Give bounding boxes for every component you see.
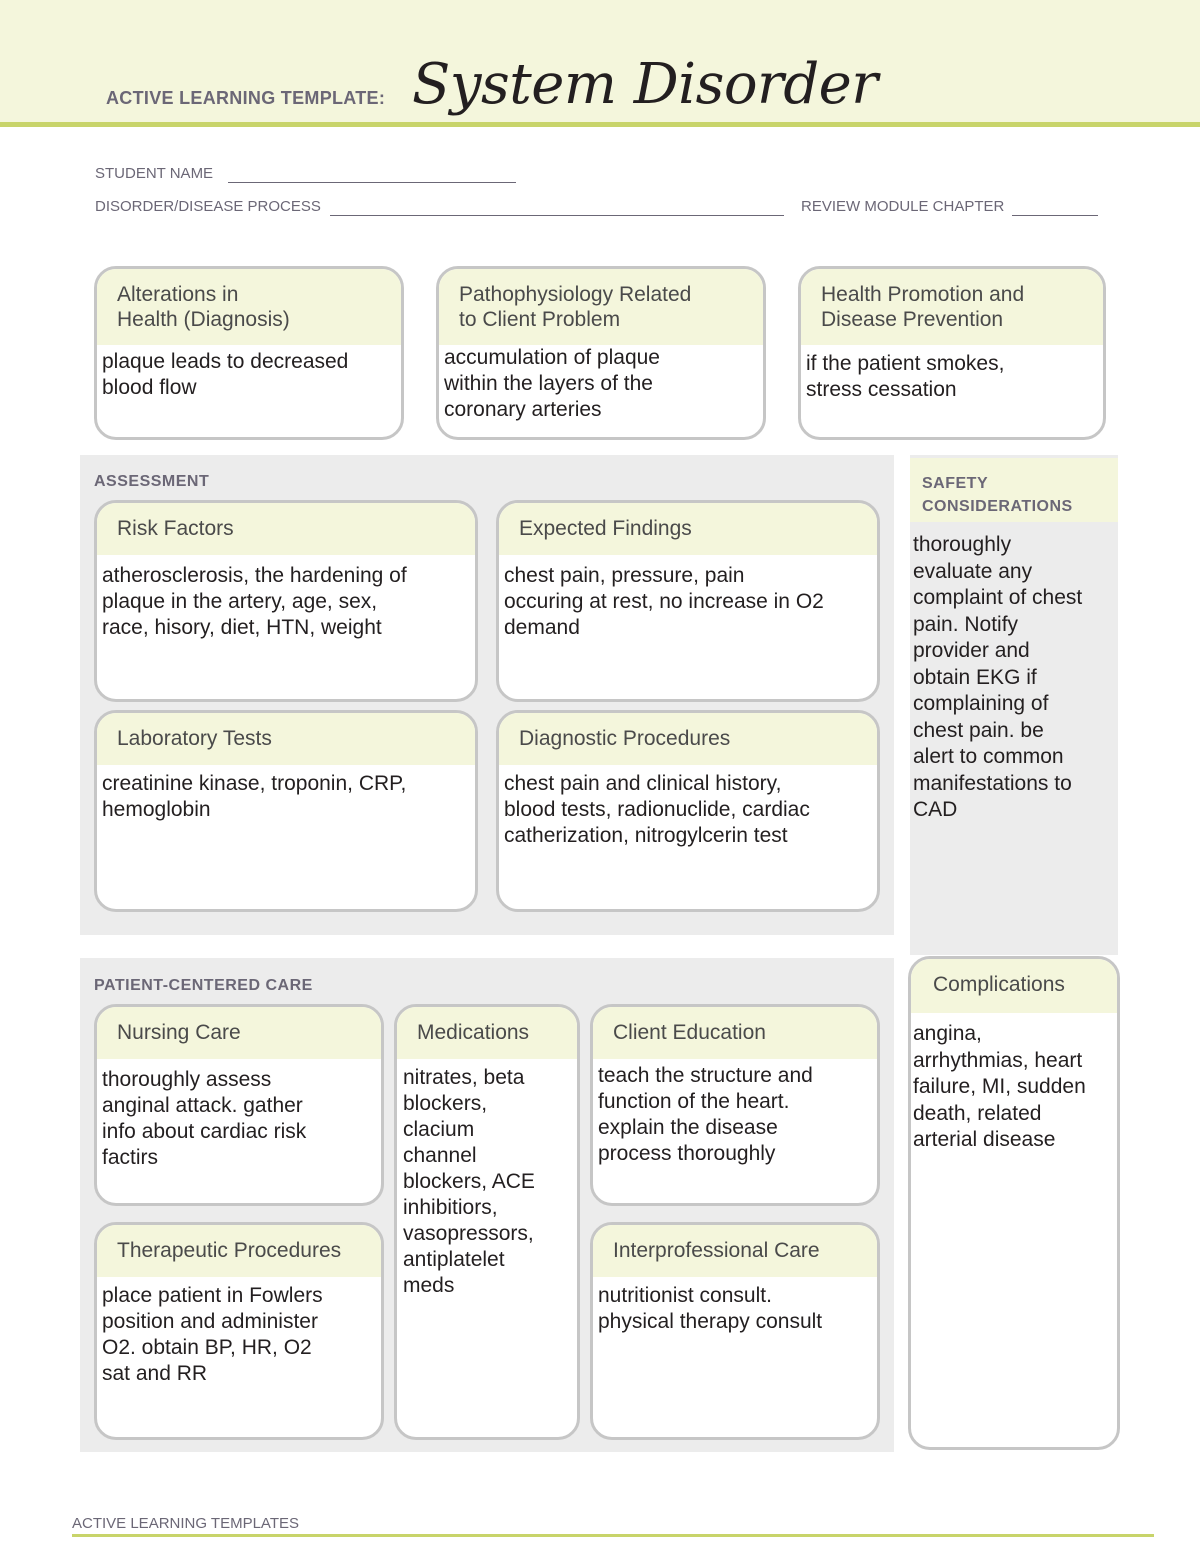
client-education-title: Client Education bbox=[593, 1007, 877, 1059]
interprofessional-care-card bbox=[590, 1222, 880, 1440]
health-promotion-title: Health Promotion and Disease Prevention bbox=[801, 269, 1103, 345]
disorder-field[interactable] bbox=[330, 215, 784, 216]
page-title: System Disorder bbox=[412, 52, 878, 117]
health-promotion-content[interactable]: if the patient smokes, stress cessation bbox=[806, 352, 1005, 401]
safety-content[interactable]: thoroughly evaluate any complaint of chest pain. Notify provider and obtain EKG if complaining of chest pain. be alert to common manifestations to CAD bbox=[913, 533, 1083, 821]
expected-findings-content[interactable]: chest pain, pressure, pain occuring at rest, no increase in O2 demand bbox=[504, 564, 824, 639]
interprofessional-care-title: Interprofessional Care bbox=[593, 1225, 877, 1277]
client-education-content[interactable]: teach the structure and function of the heart. explain the disease process thoroughly bbox=[598, 1064, 813, 1165]
pathophysiology-card bbox=[436, 266, 766, 440]
review-module-label: REVIEW MODULE CHAPTER bbox=[801, 198, 1005, 215]
footer-label: ACTIVE LEARNING TEMPLATES bbox=[72, 1515, 299, 1532]
safety-header bbox=[910, 458, 1118, 522]
therapeutic-procedures-card bbox=[94, 1222, 384, 1440]
student-name-field[interactable] bbox=[228, 182, 516, 183]
complications-card bbox=[908, 956, 1120, 1450]
interprofessional-care-content[interactable]: nutritionist consult. physical therapy consult bbox=[598, 1284, 823, 1333]
alterations-card bbox=[94, 266, 404, 440]
review-module-field[interactable] bbox=[1012, 215, 1098, 216]
risk-factors-card bbox=[94, 500, 478, 702]
alterations-title: Alterations in Health (Diagnosis) bbox=[97, 269, 401, 345]
diagnostic-procedures-card bbox=[496, 710, 880, 912]
expected-findings-title: Expected Findings bbox=[499, 503, 877, 555]
laboratory-tests-title: Laboratory Tests bbox=[97, 713, 475, 765]
safety-title: SAFETY CONSIDERATIONS bbox=[922, 475, 1073, 515]
diagnostic-procedures-content[interactable]: chest pain and clinical history, blood tests, radionuclide, cardiac catherization, nitrogylcerin test bbox=[504, 772, 810, 847]
health-promotion-card bbox=[798, 266, 1106, 440]
laboratory-tests-content[interactable]: creatinine kinase, troponin, CRP, hemoglobin bbox=[102, 772, 407, 821]
header-rule bbox=[0, 122, 1200, 127]
therapeutic-procedures-content[interactable]: place patient in Fowlers position and administer O2. obtain BP, HR, O2 sat and RR bbox=[102, 1284, 323, 1385]
therapeutic-procedures-title: Therapeutic Procedures bbox=[97, 1225, 381, 1277]
medications-content[interactable]: nitrates, beta blockers, clacium channel blockers, ACE inhibitiors, vasopressors, antiplatelet meds bbox=[403, 1066, 535, 1297]
footer-rule bbox=[72, 1534, 1154, 1537]
complications-content[interactable]: angina, arrhythmias, heart failure, MI, sudden death, related arterial disease bbox=[913, 1022, 1086, 1151]
medications-card bbox=[394, 1004, 580, 1440]
nursing-care-title: Nursing Care bbox=[97, 1007, 381, 1059]
risk-factors-title: Risk Factors bbox=[97, 503, 475, 555]
complications-title: Complications bbox=[911, 959, 1117, 1013]
template-label: ACTIVE LEARNING TEMPLATE: bbox=[106, 88, 386, 108]
student-name-label: STUDENT NAME bbox=[95, 165, 214, 182]
expected-findings-card bbox=[496, 500, 880, 702]
patient-care-title: PATIENT-CENTERED CARE bbox=[94, 977, 313, 994]
pathophysiology-content[interactable]: accumulation of plaque within the layers of the coronary arteries bbox=[444, 346, 660, 421]
medications-title: Medications bbox=[397, 1007, 577, 1059]
risk-factors-content[interactable]: atherosclerosis, the hardening of plaque in the artery, age, sex, race, hisory, diet, HTN, weight bbox=[102, 564, 407, 639]
assessment-title: ASSESSMENT bbox=[94, 473, 210, 490]
laboratory-tests-card bbox=[94, 710, 478, 912]
diagnostic-procedures-title: Diagnostic Procedures bbox=[499, 713, 877, 765]
disorder-label: DISORDER/DISEASE PROCESS bbox=[95, 198, 321, 215]
client-education-card bbox=[590, 1004, 880, 1206]
pathophysiology-title: Pathophysiology Related to Client Problem bbox=[439, 269, 763, 345]
nursing-care-card bbox=[94, 1004, 384, 1206]
alterations-content[interactable]: plaque leads to decreased blood flow bbox=[102, 350, 349, 399]
nursing-care-content[interactable]: thoroughly assess anginal attack. gather info about cardiac risk factirs bbox=[102, 1068, 307, 1169]
